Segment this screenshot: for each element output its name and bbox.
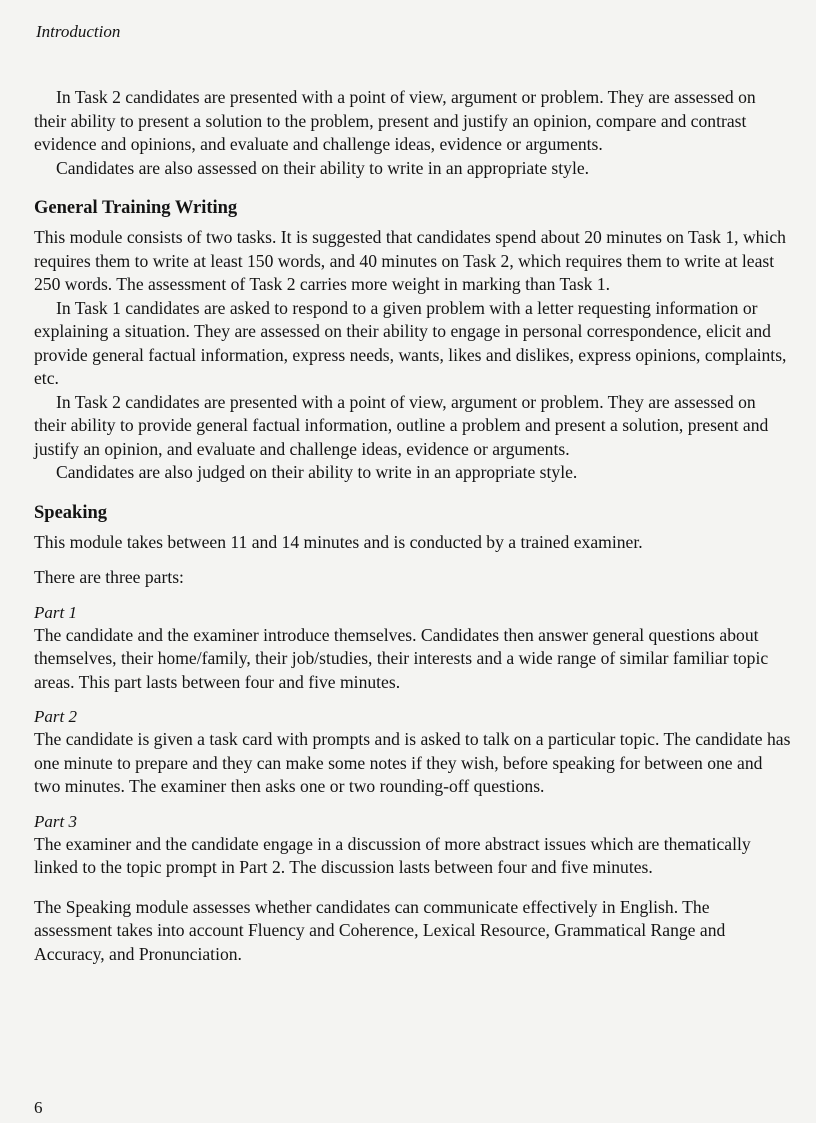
intro-paragraph: Candidates are also assessed on their ability to write in an appropriate style. (56, 157, 590, 178)
part-label: Part 1 (34, 602, 77, 622)
running-head: Introduction (36, 22, 121, 41)
speaking-intro: This module takes between 11 and 14 minutes and is conducted by a trained examiner. (34, 531, 643, 552)
part-label: Part 2 (34, 707, 77, 726)
general-training-paragraph: This module consists of two tasks. It is suggested that candidates spend about 20 minutes on Task 1, which requires them to write at least 150 words, and 40 minutes on Task 2, which requires them to write at least 250 words. The assessment of Task 2 carries more weight in marking than Task 1. (34, 227, 786, 294)
part-label: Part 3 (34, 811, 77, 831)
section-heading-speaking: Speaking (34, 502, 108, 523)
section-heading-general-training: General Training Writing (34, 198, 238, 218)
general-training-paragraph: Candidates are also judged on their ability to write in an appropriate style. (56, 462, 578, 482)
speaking-closing: The Speaking module assesses whether candidates can communicate effectively in English. The assessment takes into account Fluency and Coherence, Lexical Resource, Grammatical Range and Accuracy, and Pronunciation. (34, 896, 726, 964)
part-description: The examiner and the candidate engage in a discussion of more abstract issues which are thematically linked to the topic prompt in Part 2. The discussion lasts between four and five minutes. (34, 833, 751, 877)
general-training-paragraph: In Task 2 candidates are presented with a point of view, argument or problem. They are assessed on their ability to provide general factual information, outline a problem and present a solution, present and justify an opinion, and evaluate and challenge ideas, evidence or arguments. (34, 391, 769, 459)
page-number: 6 (34, 1098, 43, 1117)
general-training-paragraph: In Task 1 candidates are asked to respond to a given problem with a letter requesting information or explaining a situation. They are assessed on their ability to engage in personal correspondence, elicit and provide general factual information, express needs, wants, likes and dislikes, express opinions, complaints, etc. (34, 297, 787, 388)
speaking-parts-intro: There are three parts: (34, 567, 184, 587)
page-content (34, 86, 792, 966)
part-description: The candidate is given a task card with prompts and is asked to talk on a particular topic. The candidate has one minute to prepare and they can make some notes if they wish, before speaking for between one and two minutes. The examiner then asks one or two rounding-off questions. (34, 729, 791, 796)
part-description: The candidate and the examiner introduce themselves. Candidates then answer general questions about themselves, their home/family, their job/studies, their interests and a wide range of similar familiar topic areas. This part lasts between four and five minutes. (34, 624, 769, 692)
intro-paragraph: In Task 2 candidates are presented with a point of view, argument or problem. They are assessed on their ability to present a solution to the problem, present and justify an opinion, compare and contrast evidence and opinions, and evaluate and challenge ideas, evidence or arguments. (34, 87, 756, 154)
